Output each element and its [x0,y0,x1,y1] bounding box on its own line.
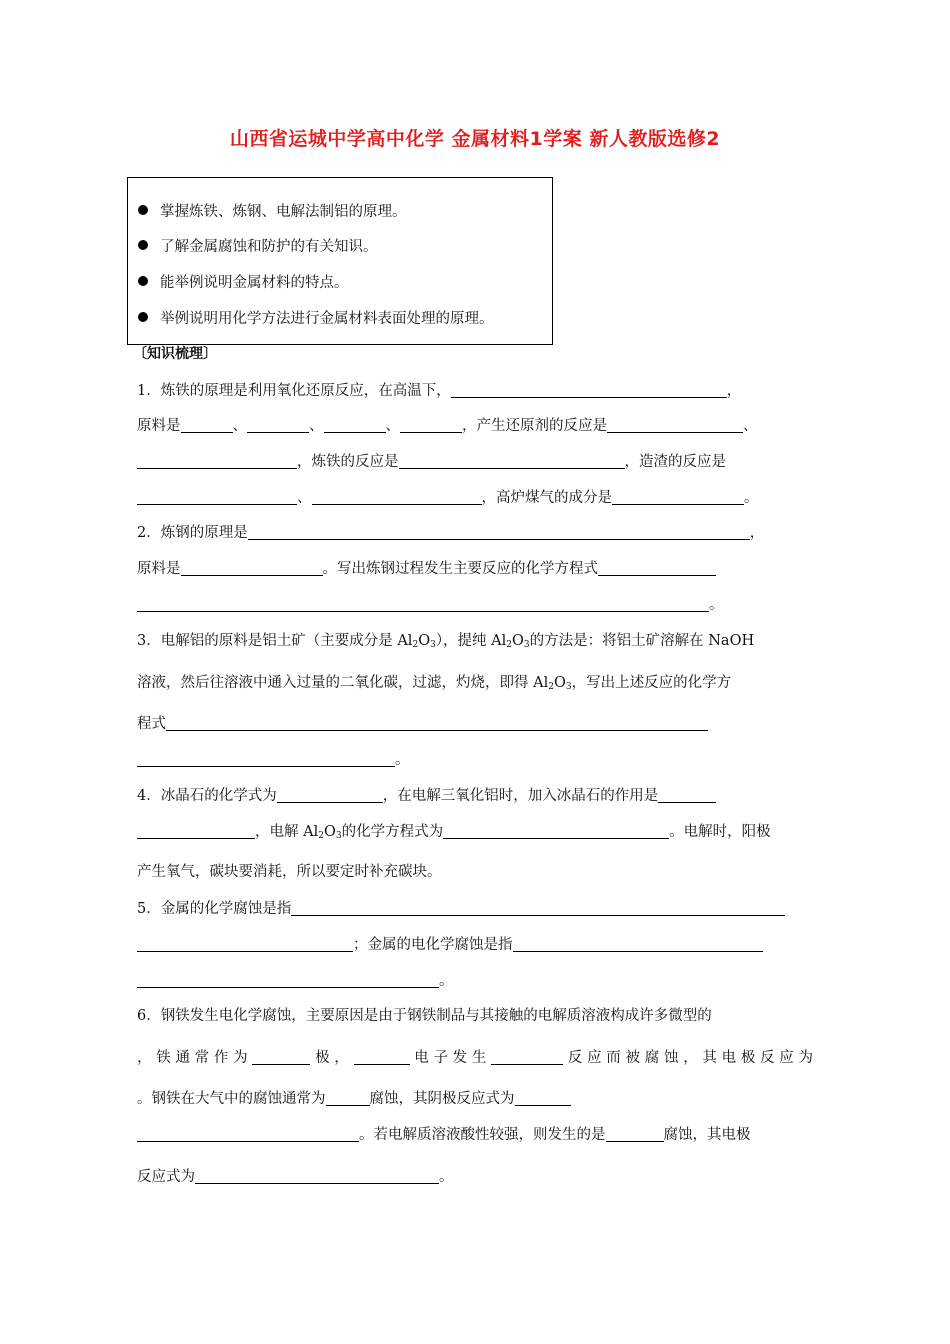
answer-blank[interactable] [612,489,744,505]
answer-blank[interactable] [291,900,785,916]
answer-blank[interactable] [658,787,716,803]
bullet-icon [138,205,148,215]
bullet-icon [138,240,148,250]
q5-line-1: 5．金属的化学腐蚀是指 [137,899,785,919]
q6-line-5: 反应式为 。 [137,1169,454,1185]
answer-blank[interactable] [451,382,727,398]
answer-blank[interactable] [137,972,439,988]
answer-blank[interactable] [606,1126,664,1142]
bullet-icon [138,312,148,322]
q1-line-4: 、 ，高炉煤气的成分是 。 [137,488,759,508]
q6-line-3: 。钢铁在大气中的腐蚀通常为 腐蚀，其阴极反应式为 [137,1089,571,1109]
answer-blank[interactable] [195,1168,439,1184]
q3-line-3: 程式 [137,714,708,734]
q4-line-2: ，电解 $Al_2O_3$的化学方程式为 。电解时，阳极 [137,822,771,842]
answer-blank[interactable] [181,560,323,576]
answer-blank[interactable] [443,823,669,839]
answer-blank[interactable] [166,715,708,731]
q6-line-4: 。若电解质溶液酸性较强，则发生的是 腐蚀，其电极 [137,1125,751,1145]
answer-blank[interactable] [515,1090,571,1106]
answer-blank[interactable] [137,1126,359,1142]
q4-line-3: 产生氧气，碳块要消耗，所以要定时补充碳块。 [137,864,442,880]
q1-line-3: ，炼铁的反应是 ，造渣的反应是 [137,452,726,472]
answer-blank[interactable] [137,596,709,612]
q6-line-2: ，铁通常作为 极， 电子发生 反应而被腐蚀，其电极反应为 [137,1050,814,1066]
answer-blank[interactable] [399,453,625,469]
answer-blank[interactable] [598,560,716,576]
q1-line-2: 原料是 、 、 、 ，产生还原剂的反应是 、 [137,418,758,434]
answer-blank[interactable] [181,417,233,433]
answer-blank[interactable] [252,1049,310,1065]
answer-blank[interactable] [400,417,462,433]
answer-blank[interactable] [277,787,383,803]
answer-blank[interactable] [137,823,255,839]
q2-line-2: 原料是 。写出炼钢过程发生主要反应的化学方程式 [137,559,716,579]
answer-blank[interactable] [137,489,297,505]
objective-item: 能举例说明金属材料的特点。 [138,271,349,292]
learning-objectives-box [127,177,553,345]
answer-blank[interactable] [513,936,763,952]
q3-line-1: 3．电解铝的原料是铝土矿（主要成分是 $Al_2O_3$），提纯 $Al_2O_3$的方法是：将铝土矿溶解在 NaOH [137,633,755,650]
objective-item: 掌握炼铁、炼钢、电解法制铝的原理。 [138,200,407,221]
answer-blank[interactable] [137,751,395,767]
answer-blank[interactable] [491,1049,563,1065]
answer-blank[interactable] [248,524,750,540]
answer-blank[interactable] [137,453,297,469]
answer-blank[interactable] [324,417,386,433]
q3-line-4: 。 [137,750,410,770]
q2-line-1: 2．炼钢的原理是 ， [137,525,765,541]
answer-blank[interactable] [137,936,353,952]
q2-line-3: 。 [137,595,724,615]
objective-item: 举例说明用化学方法进行金属材料表面处理的原理。 [138,307,494,328]
answer-blank[interactable] [312,489,482,505]
objective-item: 了解金属腐蚀和防护的有关知识。 [138,235,378,256]
q1-line-1: 1．炼铁的原理是利用氧化还原反应，在高温下， ， [137,383,742,399]
answer-blank[interactable] [354,1049,410,1065]
q6-line-1: 6．钢铁发生电化学腐蚀，主要原因是由于钢铁制品与其接触的电解质溶液构成许多微型的 [137,1008,712,1024]
bullet-icon [138,276,148,286]
page-title: 山西省运城中学高中化学 金属材料1学案 新人教版选修2 [229,128,721,150]
q3-line-2: 溶液，然后往溶液中通入过量的二氧化碳，过滤，灼烧，即得 $Al_2O_3$，写出上述反应的化学方 [137,675,732,692]
q5-line-3: 。 [137,971,454,991]
section-label: 〔知识梳理〕 [133,346,217,362]
answer-blank[interactable] [607,417,743,433]
q4-line-1: 4．冰晶石的化学式为 ，在电解三氧化铝时，加入冰晶石的作用是 [137,786,716,806]
q5-line-2: ；金属的电化学腐蚀是指 [137,935,763,955]
answer-blank[interactable] [326,1090,370,1106]
answer-blank[interactable] [247,417,309,433]
